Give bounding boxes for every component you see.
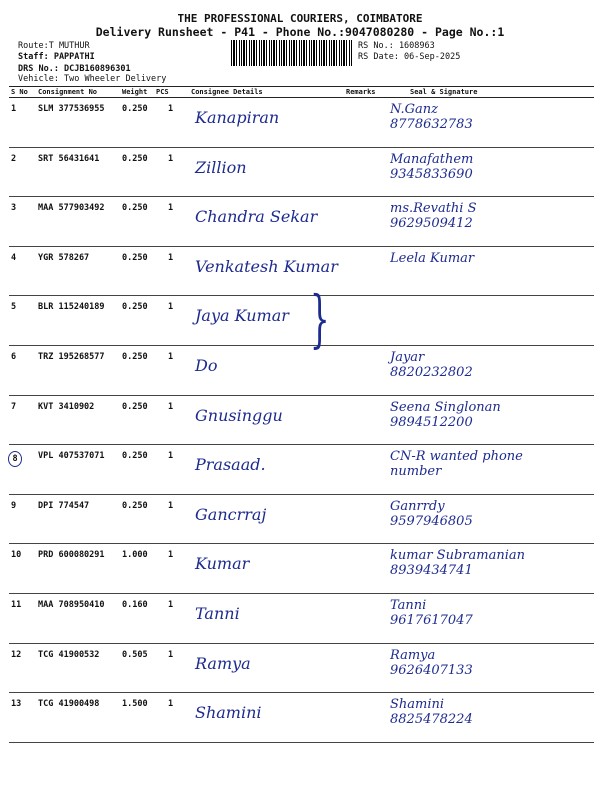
sno-cell [9, 445, 36, 495]
consignee-handwriting: Kumar [195, 554, 250, 574]
consignee-cell [189, 693, 344, 743]
consignee-handwriting: Do [195, 355, 218, 375]
table-row [9, 197, 594, 247]
pcs-cell: 1 [154, 246, 189, 296]
consignment-cell: SLM 377536955 [36, 98, 120, 148]
pcs-cell: 1 [154, 593, 189, 643]
signature-cell [386, 494, 594, 544]
consignee-handwriting: Jaya Kumar [195, 306, 289, 326]
remarks-cell [344, 643, 386, 693]
consignee-handwriting: Tanni [195, 603, 240, 623]
barcode-image [231, 40, 353, 66]
remarks-cell [344, 693, 386, 743]
table-row [9, 98, 594, 148]
table-row [9, 296, 594, 346]
sno-cell: 1 [9, 98, 36, 148]
staff-label: Staff: PAPPATHI [18, 52, 95, 62]
circled-mark: 8 [8, 451, 22, 467]
signature-handwriting: Manafathem 9345833690 [390, 151, 474, 182]
table-row [9, 395, 594, 445]
signature-cell [386, 593, 594, 643]
signature-cell [386, 395, 594, 445]
signature-handwriting: Seena Singlonan 9894512200 [390, 399, 501, 430]
sno-cell: 9 [9, 494, 36, 544]
remarks-cell [344, 296, 386, 346]
table-row [9, 147, 594, 197]
pcs-cell: 1 [154, 98, 189, 148]
remarks-cell [344, 544, 386, 594]
signature-cell [386, 197, 594, 247]
consignment-cell: VPL 407537071 [36, 445, 120, 495]
consignment-cell: SRT 56431641 [36, 147, 120, 197]
remarks-cell [344, 593, 386, 643]
signature-cell [386, 147, 594, 197]
consignment-cell: DPI 774547 [36, 494, 120, 544]
signature-cell [386, 693, 594, 743]
col-remarks: Remarks [344, 87, 386, 98]
signature-handwriting: Leela Kumar [390, 250, 475, 266]
table-row [9, 593, 594, 643]
route-label: Route:T MUTHUR [18, 41, 90, 51]
signature-cell [386, 98, 594, 148]
runsheet-table [9, 86, 594, 743]
consignee-handwriting: Prasaad. [195, 455, 266, 475]
pcs-cell: 1 [154, 395, 189, 445]
col-consignee: Consignee Details [189, 87, 344, 98]
rs-date: RS Date: 06-Sep-2025 [358, 52, 461, 62]
consignee-cell [189, 494, 344, 544]
col-pcs: PCS [154, 87, 189, 98]
pcs-cell: 1 [154, 345, 189, 395]
weight-cell: 0.250 [120, 445, 154, 495]
table-row [9, 445, 594, 495]
consignee-cell [189, 643, 344, 693]
signature-cell [386, 345, 594, 395]
col-consignment: Consignment No [36, 87, 120, 98]
consignee-handwriting: Zillion [195, 157, 247, 177]
weight-cell: 1.000 [120, 544, 154, 594]
pcs-cell: 1 [154, 197, 189, 247]
sno-cell: 4 [9, 246, 36, 296]
signature-cell [386, 296, 594, 346]
sno-cell: 11 [9, 593, 36, 643]
weight-cell: 0.250 [120, 147, 154, 197]
table-row [9, 693, 594, 743]
weight-cell: 0.250 [120, 345, 154, 395]
weight-cell: 0.250 [120, 246, 154, 296]
consignment-cell: YGR 578267 [36, 246, 120, 296]
signature-handwriting: Jayar 8820232802 [390, 349, 473, 380]
table-row [9, 494, 594, 544]
sno-cell: 13 [9, 693, 36, 743]
remarks-cell [344, 395, 386, 445]
consignee-handwriting: Ramya [195, 653, 251, 673]
consignment-cell: TRZ 195268577 [36, 345, 120, 395]
pcs-cell: 1 [154, 544, 189, 594]
weight-cell: 0.160 [120, 593, 154, 643]
remarks-cell [344, 246, 386, 296]
company-title: THE PROFESSIONAL COURIERS, COIMBATORE [177, 12, 423, 25]
consignee-cell [189, 593, 344, 643]
weight-cell: 0.250 [120, 98, 154, 148]
remarks-cell [344, 445, 386, 495]
consignment-cell: KVT 3410902 [36, 395, 120, 445]
signature-handwriting: ms.Revathi S 9629509412 [390, 201, 477, 232]
sno-cell: 6 [9, 345, 36, 395]
consignment-cell: TCG 41900532 [36, 643, 120, 693]
pcs-cell: 1 [154, 445, 189, 495]
consignee-cell [189, 445, 344, 495]
consignment-cell: BLR 115240189 [36, 296, 120, 346]
consignee-cell [189, 98, 344, 148]
signature-handwriting: Ganrrdy 9597946805 [390, 498, 473, 529]
weight-cell: 0.250 [120, 395, 154, 445]
sno-cell: 5 [9, 296, 36, 346]
remarks-cell [344, 494, 386, 544]
table-header-row [9, 87, 594, 98]
consignment-cell: TCG 41900498 [36, 693, 120, 743]
consignee-handwriting: Kanapiran [195, 108, 280, 127]
signature-handwriting: CN-R wanted phone number [390, 449, 523, 480]
pcs-cell: 1 [154, 494, 189, 544]
signature-cell [386, 544, 594, 594]
consignee-handwriting: Shamini [195, 703, 262, 723]
consignment-cell: MAA 577903492 [36, 197, 120, 247]
drs-number: DRS No.: DCJB160896301 [18, 64, 131, 74]
signature-handwriting: N.Ganz 8778632783 [390, 102, 473, 132]
signature-cell [386, 246, 594, 296]
remarks-cell [344, 345, 386, 395]
weight-cell: 0.250 [120, 494, 154, 544]
sno-cell: 7 [9, 395, 36, 445]
consignee-handwriting: Chandra Sekar [195, 207, 318, 227]
weight-cell: 0.250 [120, 296, 154, 346]
consignee-cell [189, 197, 344, 247]
signature-handwriting: kumar Subramanian 8939434741 [390, 548, 525, 579]
consignment-cell: MAA 708950410 [36, 593, 120, 643]
table-row [9, 544, 594, 594]
sno-cell: 2 [9, 147, 36, 197]
runsheet-title: Delivery Runsheet - P41 - Phone No.:9047080280 - Page No.:1 [95, 25, 505, 39]
pcs-cell: 1 [154, 147, 189, 197]
rs-number: RS No.: 1608963 [358, 41, 435, 51]
weight-cell: 0.250 [120, 197, 154, 247]
weight-cell: 0.505 [120, 643, 154, 693]
consignee-handwriting: Gnusinggu [195, 405, 283, 425]
ditto-brace: } [309, 282, 330, 355]
pcs-cell: 1 [154, 296, 189, 346]
consignee-handwriting: Venkatesh Kumar [195, 256, 338, 276]
sno-cell: 10 [9, 544, 36, 594]
col-weight: Weight [120, 87, 154, 98]
col-signature: Seal & Signature [386, 87, 594, 98]
sno-cell: 3 [9, 197, 36, 247]
consignee-cell [189, 544, 344, 594]
pcs-cell: 1 [154, 693, 189, 743]
col-sno: S No [9, 87, 36, 98]
consignee-cell [189, 395, 344, 445]
signature-handwriting: Tanni 9617617047 [390, 597, 473, 628]
consignee-cell [189, 147, 344, 197]
table-row [9, 246, 594, 296]
vehicle-label: Vehicle: Two Wheeler Delivery [18, 74, 167, 84]
weight-cell: 1.500 [120, 693, 154, 743]
table-row [9, 345, 594, 395]
table-row [9, 643, 594, 693]
remarks-cell [344, 98, 386, 148]
consignee-handwriting: Gancrraj [195, 504, 267, 524]
consignment-cell: PRD 600080291 [36, 544, 120, 594]
pcs-cell: 1 [154, 643, 189, 693]
signature-cell [386, 445, 594, 495]
sno-cell: 12 [9, 643, 36, 693]
signature-handwriting: Ramya 9626407133 [390, 647, 473, 678]
remarks-cell [344, 197, 386, 247]
remarks-cell [344, 147, 386, 197]
signature-cell [386, 643, 594, 693]
signature-handwriting: Shamini 8825478224 [390, 697, 473, 728]
